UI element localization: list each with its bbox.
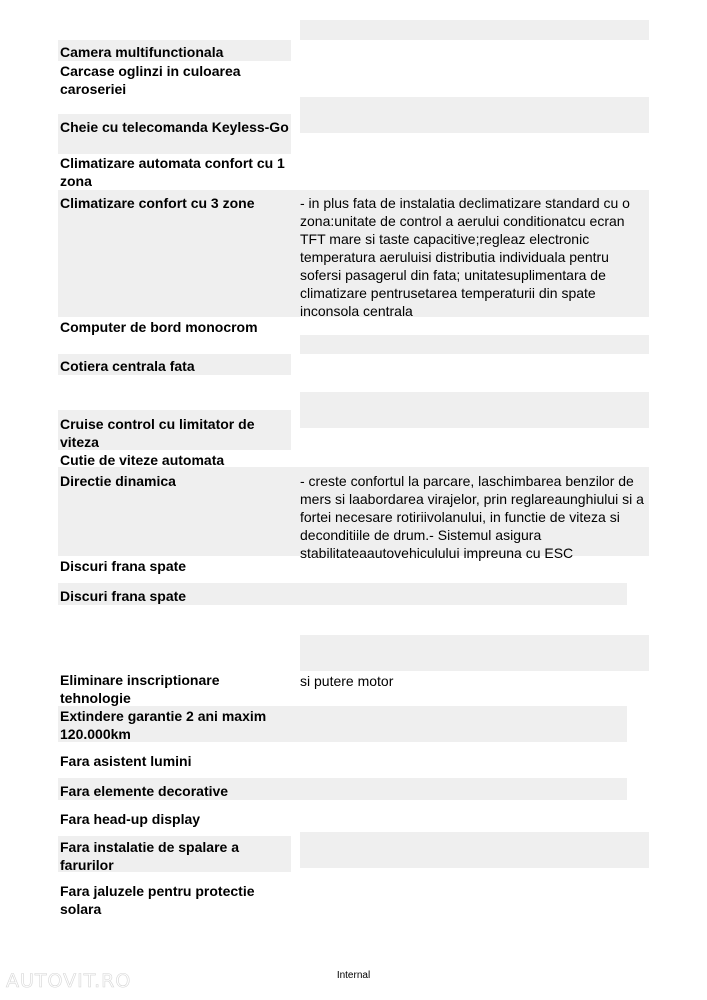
feature-description: - creste confortul la parcare, laschimbarea benzilor de mers si laabordarea virajelor, prin reglareaunghiului si a fortei necesare rotiriivolanului, in functie de viteza si deconditiile de drum.- Sistemul asigura stabilitateaautovehiculului impreuna cu ESC (300, 473, 644, 561)
row-band (300, 97, 649, 133)
feature-label: Fara head-up display (60, 811, 201, 827)
feature-label: Fara instalatie de spalare a farurilor (60, 839, 239, 873)
feature-label: Cutie de viteze automata (60, 452, 225, 468)
classification-footer: Internal (336, 970, 371, 981)
feature-label: Directie dinamica (60, 473, 176, 489)
feature-label: Carcase oglinzi in culoarea caroseriei (60, 63, 241, 97)
feature-label: Cotiera centrala fata (60, 358, 195, 374)
feature-label: Eliminare inscriptionare tehnologie (60, 672, 220, 706)
feature-label: Fara asistent lumini (60, 753, 192, 769)
feature-label: Camera multifunctionala (60, 44, 224, 60)
feature-description: - in plus fata de instalatia declimatizare standard cu o zona:unitate de control a aerului conditionatcu ecran TFT mare si taste capacitive;regleaz electronic temperatura aeruluisi distributia individuala pentru sofersi pasagerul din fata; unitatesuplimentara de climatizare pentrusetarea temperaturii din spate inconsola centrala (300, 195, 630, 319)
row-band (300, 635, 649, 671)
row-band (300, 832, 649, 868)
watermark-logo: AUTOVIT.RO (6, 970, 132, 992)
feature-label: Fara elemente decorative (60, 783, 229, 799)
feature-label: Climatizare confort cu 3 zone (60, 195, 255, 211)
row-band (300, 392, 649, 428)
row-band (300, 20, 649, 40)
feature-label: Discuri frana spate (60, 558, 187, 574)
feature-label: Discuri frana spate (60, 588, 187, 604)
feature-label: Computer de bord monocrom (60, 319, 258, 335)
feature-label: Extindere garantie 2 ani maxim 120.000km (60, 708, 267, 742)
row-band (300, 335, 649, 354)
feature-label: Fara jaluzele pentru protectie solara (60, 883, 255, 917)
feature-label: Cruise control cu limitator de viteza (60, 416, 255, 450)
feature-label: Climatizare automata confort cu 1 zona (60, 155, 285, 189)
feature-description: si putere motor (300, 673, 394, 689)
feature-label: Cheie cu telecomanda Keyless-Go (60, 119, 289, 135)
